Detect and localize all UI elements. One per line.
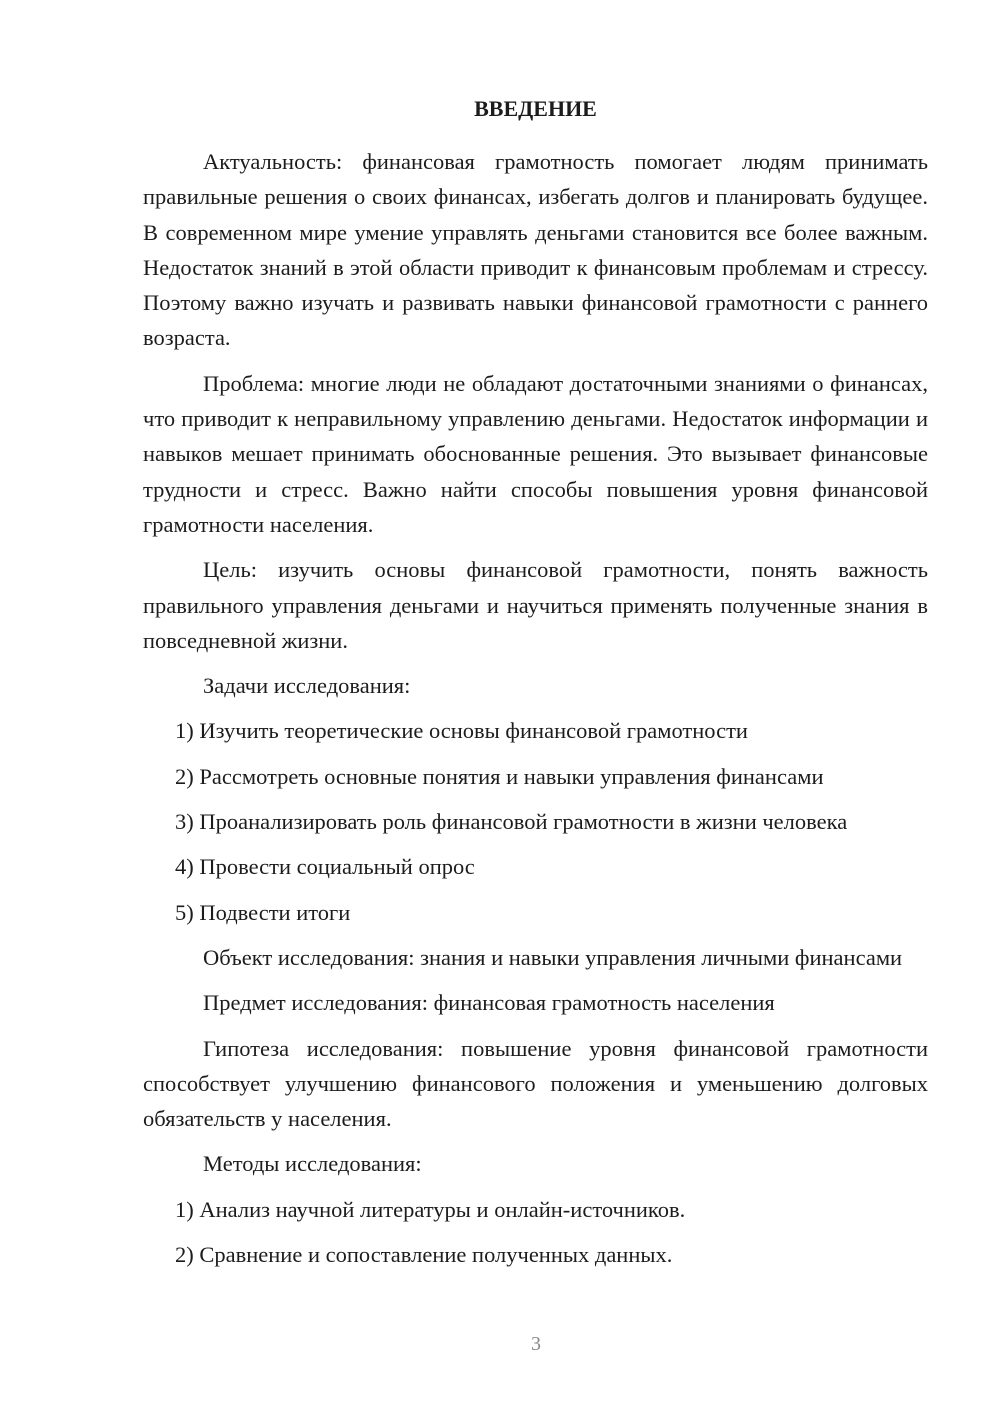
page-number: 3 <box>531 1333 541 1355</box>
methods-label: Методы исследования: <box>203 1151 422 1177</box>
list-item: 5) Подвести итоги <box>175 899 351 925</box>
relevance-paragraph: Актуальность: финансовая грамотность помогает людям принимать правильные решения о своих финансах, избегать долгов и планировать будущее. В современном мире умение управлять деньгами становится все более важным. Недостаток знаний в этой области приводит к финансовым проблемам и стрессу. Поэтому важно изучать и развивать навыки финансовой грамотности с раннего возраста. <box>143 149 928 351</box>
hypothesis-paragraph: Гипотеза исследования: повышение уровня финансовой грамотности способствует улучшению финансового положения и уменьшению долговых обязательств у населения. <box>143 1035 928 1132</box>
document-page <box>143 94 928 1282</box>
section-title: ВВЕДЕНИЕ <box>474 96 597 121</box>
list-item: 2) Сравнение и сопоставление полученных данных. <box>175 1242 673 1268</box>
goal-paragraph: Цель: изучить основы финансовой грамотности, понять важность правильного управления деньгами и научиться применять полученные знания в повседневной жизни. <box>143 557 928 653</box>
tasks-list <box>143 713 928 929</box>
list-item: 1) Изучить теоретические основы финансовой грамотности <box>175 718 748 744</box>
tasks-label: Задачи исследования: <box>203 673 411 699</box>
problem-paragraph: Проблема: многие люди не обладают достаточными знаниями о финансах, что приводит к неправильному управлению деньгами. Недостаток информации и навыков мешает принимать обоснованные решения. Это вызывает финансовые трудности и стресс. Важно найти способы повышения уровня финансовой грамотности населения. <box>143 370 928 537</box>
list-item: 4) Провести социальный опрос <box>175 854 475 880</box>
list-item: 3) Проанализировать роль финансовой грамотности в жизни человека <box>175 809 848 835</box>
subject-paragraph: Предмет исследования: финансовая грамотность населения <box>203 990 775 1016</box>
object-paragraph: Объект исследования: знания и навыки управления личными финансами <box>203 944 903 970</box>
list-item: 2) Рассмотреть основные понятия и навыки управления финансами <box>175 763 824 789</box>
list-item: 1) Анализ научной литературы и онлайн-источников. <box>175 1196 686 1222</box>
methods-list <box>143 1192 928 1273</box>
